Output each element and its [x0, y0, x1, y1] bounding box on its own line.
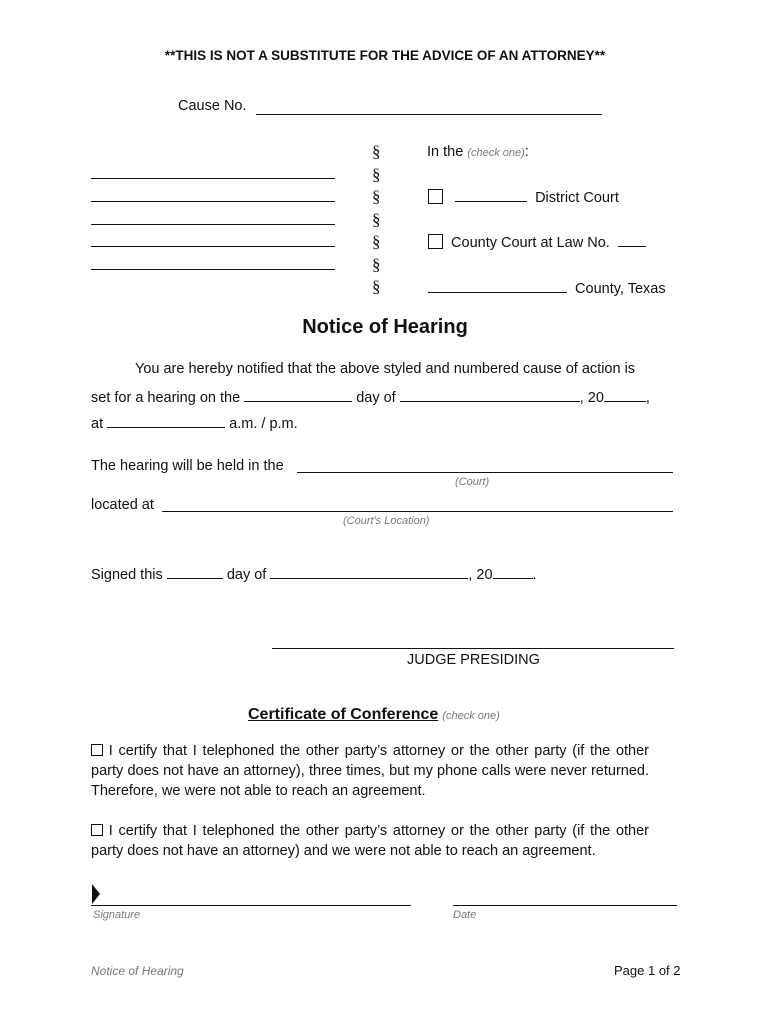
judge-presiding-label: JUDGE PRESIDING	[407, 652, 540, 668]
date-line[interactable]	[453, 905, 677, 906]
in-the-label: In the	[427, 144, 464, 160]
certificate-title: Certificate of Conference	[248, 706, 439, 723]
signed-this-label: Signed this	[91, 567, 163, 583]
certificate-heading	[248, 706, 500, 724]
located-at-label: located at	[91, 497, 154, 513]
county-court-row	[428, 232, 646, 251]
at-label: at	[91, 416, 104, 432]
district-court-checkbox[interactable]	[428, 189, 443, 204]
section-symbol: §	[372, 187, 381, 206]
held-in-label: The hearing will be held in the	[91, 458, 284, 474]
hearing-date-row	[91, 387, 650, 406]
located-at-row	[91, 497, 154, 513]
section-symbol: §	[372, 255, 381, 274]
signature-arrow-icon	[92, 884, 100, 904]
hearing-time-field[interactable]	[107, 413, 225, 428]
county-name-field[interactable]	[428, 278, 567, 293]
certificate-option-1	[91, 741, 649, 801]
county-texas-label: County, Texas	[575, 281, 666, 297]
court-location-field[interactable]	[162, 511, 673, 512]
cause-number-label: Cause No.	[178, 98, 247, 114]
year-prefix: , 20	[579, 390, 604, 406]
section-symbol: §	[372, 210, 381, 229]
court-caption: (Court)	[455, 476, 490, 488]
party-line-1[interactable]	[91, 178, 335, 179]
signature-caption: Signature	[93, 909, 141, 921]
county-court-checkbox[interactable]	[428, 234, 443, 249]
option-1-checkbox[interactable]	[91, 744, 103, 756]
option-2-text: I certify that I telephoned the other party’s attorney or the other party (if the other party does not have an attorney) and we were not able to reach an agreement.	[91, 823, 649, 859]
signed-day-field[interactable]	[167, 564, 223, 579]
in-the-row	[427, 144, 529, 160]
certificate-check-one-hint: (check one)	[442, 710, 500, 722]
county-court-number-field[interactable]	[618, 232, 646, 247]
section-symbol: §	[372, 232, 381, 251]
county-court-label: County Court at Law No.	[451, 235, 610, 251]
cause-number-field[interactable]	[256, 114, 602, 115]
period: .	[532, 567, 537, 583]
district-number-field[interactable]	[455, 187, 527, 202]
hearing-day-field[interactable]	[244, 387, 352, 402]
notice-line-1: You are hereby notified that the above styled and numbered cause of action is	[135, 361, 636, 377]
section-symbol: §	[372, 165, 381, 184]
held-in-row	[91, 458, 284, 474]
set-for-hearing-label: set for a hearing on the	[91, 390, 241, 406]
county-texas-row	[428, 278, 666, 297]
signed-year-prefix: , 20	[468, 567, 493, 583]
signed-row	[91, 564, 537, 583]
date-caption: Date	[453, 909, 477, 921]
section-symbol: §	[372, 277, 381, 296]
judge-signature-line[interactable]	[272, 648, 674, 649]
signature-line[interactable]	[91, 905, 411, 906]
district-court-row	[428, 187, 619, 206]
section-symbol: §	[372, 142, 381, 161]
signed-month-field[interactable]	[270, 564, 468, 579]
check-one-hint: (check one)	[467, 147, 525, 159]
court-location-caption: (Court's Location)	[343, 515, 430, 527]
party-line-4[interactable]	[91, 246, 335, 247]
colon: :	[524, 144, 529, 160]
disclaimer: **THIS IS NOT A SUBSTITUTE FOR THE ADVICE OF AN ATTORNEY**	[164, 48, 606, 63]
party-line-5[interactable]	[91, 269, 335, 270]
certificate-option-2	[91, 821, 649, 861]
day-of-label: day of	[356, 390, 396, 406]
ampm-label: a.m. / p.m.	[229, 416, 298, 432]
hearing-month-field[interactable]	[400, 387, 580, 402]
hearing-time-row	[91, 413, 298, 432]
option-2-checkbox[interactable]	[91, 824, 103, 836]
court-name-field[interactable]	[297, 472, 673, 473]
party-line-3[interactable]	[91, 224, 335, 225]
option-1-text: I certify that I telephoned the other party’s attorney or the other party (if the other party does not have an attorney), three times, but my phone calls were never returned. Therefore, we were not able to reach an agreement.	[91, 743, 649, 799]
cause-number-row	[178, 98, 247, 114]
signed-day-of-label: day of	[226, 567, 267, 583]
comma: ,	[645, 390, 650, 406]
district-court-label: District Court	[535, 190, 619, 206]
footer-title: Notice of Hearing	[91, 964, 184, 978]
page-title: Notice of Hearing	[302, 316, 468, 338]
party-line-2[interactable]	[91, 201, 335, 202]
page-number: Page 1 of 2	[614, 963, 681, 978]
hearing-year-field[interactable]	[604, 387, 646, 402]
signed-year-field[interactable]	[493, 564, 533, 579]
